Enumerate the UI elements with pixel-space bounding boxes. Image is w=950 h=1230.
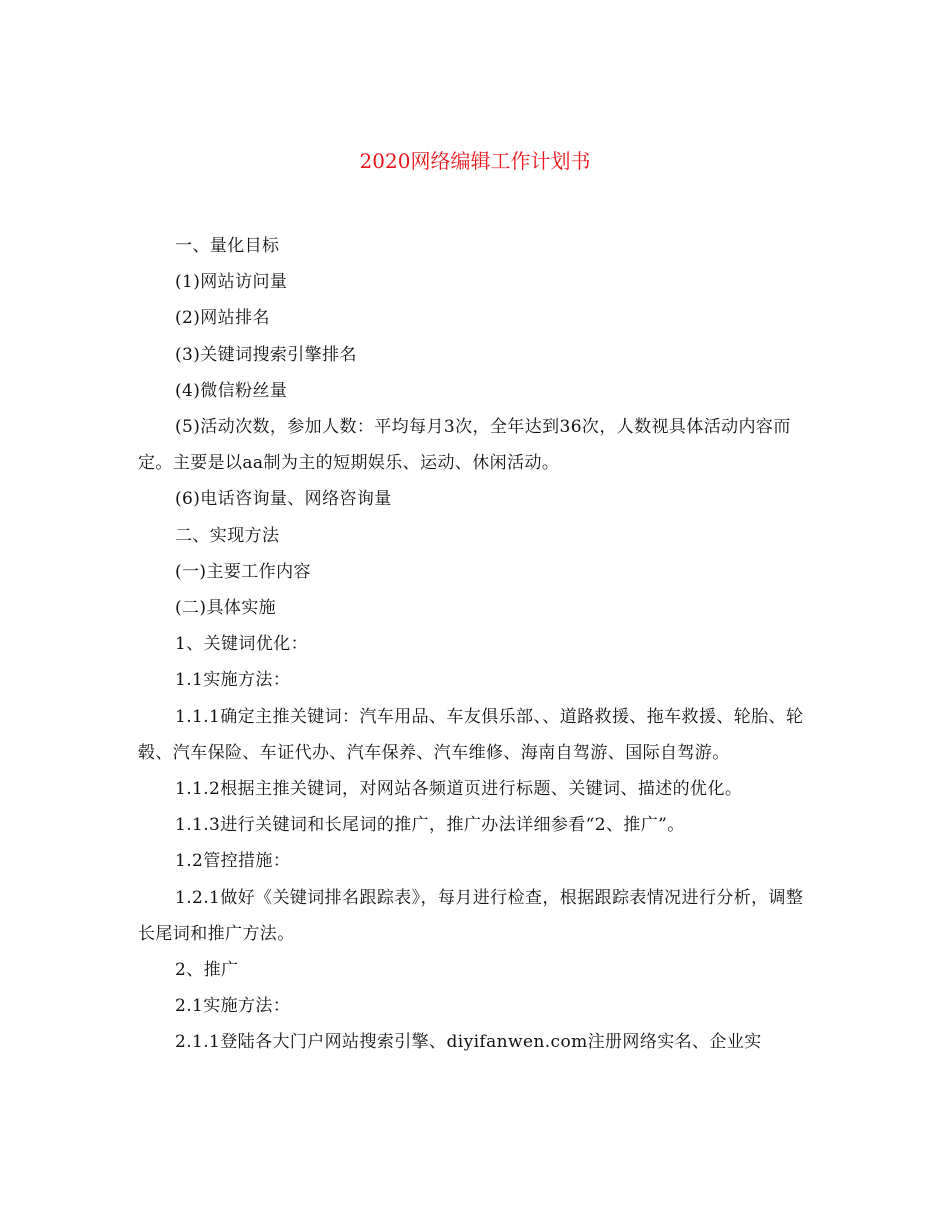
- heading-implementation-methods: 二、实现方法: [175, 525, 280, 546]
- subsection-promotion-method: 2.1实施方法：: [175, 996, 291, 1017]
- document-title: 2020网络编辑工作计划书: [359, 149, 591, 173]
- goal-item-website-visits: (1)网站访问量: [175, 272, 288, 293]
- paragraph-long-tail-promotion: 1.1.3进行关键词和长尾词的推广，推广办法详细参看“2、推广”。: [175, 815, 685, 836]
- paragraph-main-keywords: 1.1.1确定主推关键词：汽车用品、车友俱乐部、、道路救援、拖车救援、轮胎、轮毂、汽车保险、车证代办、汽车保养、汽车维修、海南自驾游、国际自驾游。: [138, 706, 804, 763]
- goal-item-consultations: (6)电话咨询量、网络咨询量: [175, 489, 392, 510]
- goal-item-wechat-fans: (4)微信粉丝量: [175, 380, 288, 401]
- paragraph-portal-registration: 2.1.1登陆各大门户网站搜索引擎、diyifanwen.com注册网络实名、企业实: [175, 1032, 762, 1053]
- section-keyword-optimization: 1、关键词优化：: [175, 634, 309, 655]
- subheading-specific-implementation: (二)具体实施: [175, 598, 277, 619]
- section-promotion: 2、推广: [175, 960, 239, 981]
- paragraph-channel-optimization: 1.1.2根据主推关键词，对网站各频道页进行标题、关键词、描述的优化。: [175, 779, 743, 800]
- heading-quantified-goals: 一、量化目标: [175, 236, 280, 256]
- subsection-implementation-method: 1.1实施方法：: [175, 670, 291, 691]
- subsection-control-measures: 1.2管控措施：: [175, 851, 291, 872]
- goal-item-activities: (5)活动次数，参加人数：平均每月3次，全年达到36次，人数视具体活动内容而定。主要是以aa制为主的短期娱乐、运动、休闲活动。: [138, 417, 791, 474]
- goal-item-keyword-rank: (3)关键词搜索引擎排名: [175, 344, 357, 365]
- paragraph-ranking-tracking: 1.2.1做好《关键词排名跟踪表》，每月进行检查，根据跟踪表情况进行分析，调整长尾词和推广方法。: [138, 887, 804, 944]
- document-body: [138, 228, 818, 1061]
- subheading-main-work: (一)主要工作内容: [175, 561, 311, 582]
- goal-item-website-rank: (2)网站排名: [175, 308, 270, 329]
